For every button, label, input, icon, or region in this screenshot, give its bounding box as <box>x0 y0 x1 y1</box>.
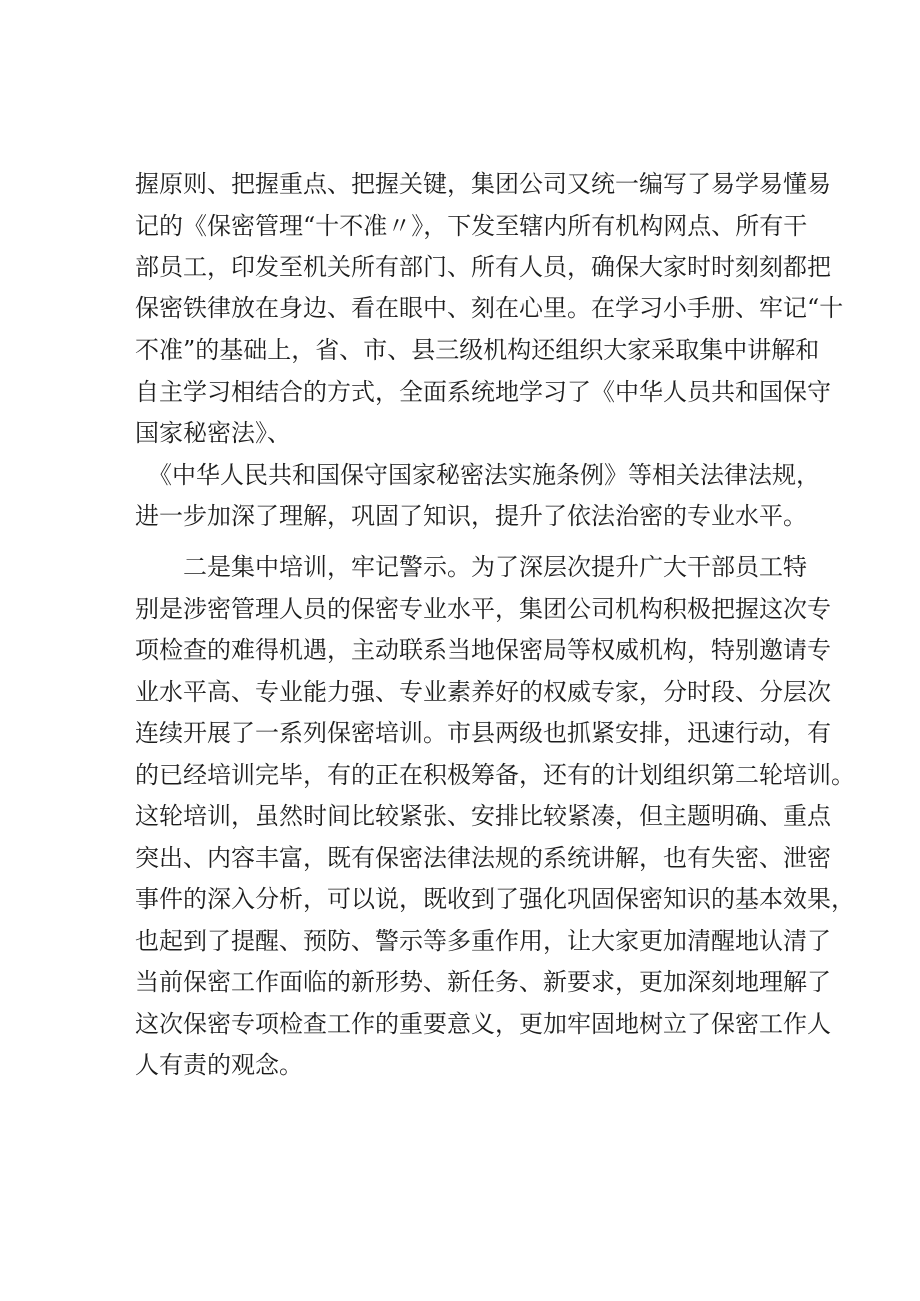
paragraph-line: 自主学习相结合的方式，全面系统地学习了《中华人员共和国保守 <box>135 378 831 406</box>
paragraph-line: 项检查的难得机遇，主动联系当地保密局等权威机构，特别邀请专 <box>135 636 831 664</box>
paragraph-line: 国家秘密法》、 <box>135 419 291 447</box>
paragraph-line: 二是集中培训，牢记警示。为了深层次提升广大干部员工特 <box>183 553 807 581</box>
paragraph-line: 当前保密工作面临的新形势、新任务、新要求，更加深刻地理解了 <box>135 968 831 996</box>
paragraph-line: 记的《保密管理“十不准〃》，下发至辖内所有机构网点、所有干 <box>135 212 808 240</box>
paragraph-line: 连续开展了一系列保密培训。市县两级也抓紧安排，迅速行动，有 <box>135 719 831 747</box>
paragraph-line: 这轮培训，虽然时间比较紧张、安排比较紧凑，但主题明确、重点 <box>135 802 831 830</box>
paragraph-line: 握原则、把握重点、把握关键，集团公司又统一编写了易学易懂易 <box>135 170 831 198</box>
paragraph-line: 突出、内容丰富，既有保密法律法规的系统讲解，也有失密、泄密 <box>135 844 831 872</box>
paragraph-line: 事件的深入分析，可以说，既收到了强化巩固保密知识的基本效果， <box>135 885 855 913</box>
paragraph-line: 业水平高、专业能力强、专业素养好的权威专家，分时段、分层次 <box>135 678 831 706</box>
paragraph-line: 进一步加深了理解，巩固了知识，提升了依法治密的专业水平。 <box>135 502 807 530</box>
paragraph-line: 保密铁律放在身边、看在眼中、刻在心里。在学习小手册、牢记“十 <box>135 294 844 322</box>
paragraph-line: 别是涉密管理人员的保密专业水平，集团公司机构积极把握这次专 <box>135 595 831 623</box>
paragraph-line: 也起到了提醒、预防、警示等多重作用，让大家更加清醒地认清了 <box>135 927 831 955</box>
paragraph-line: 人有责的观念。 <box>135 1051 303 1079</box>
paragraph-line: 《中华人民共和国保守国家秘密法实施条例》等相关法律法规， <box>148 461 820 489</box>
paragraph-line: 的已经培训完毕，有的正在积极筹备，还有的计划组织第二轮培训。 <box>135 761 855 789</box>
paragraph-line: 这次保密专项检查工作的重要意义，更加牢固地树立了保密工作人 <box>135 1010 831 1038</box>
paragraph-line: 部员工，印发至机关所有部门、所有人员，确保大家时时刻刻都把 <box>135 253 831 281</box>
paragraph-line: 不准”的基础上，省、市、县三级机构还组织大家采取集中讲解和 <box>135 336 820 364</box>
